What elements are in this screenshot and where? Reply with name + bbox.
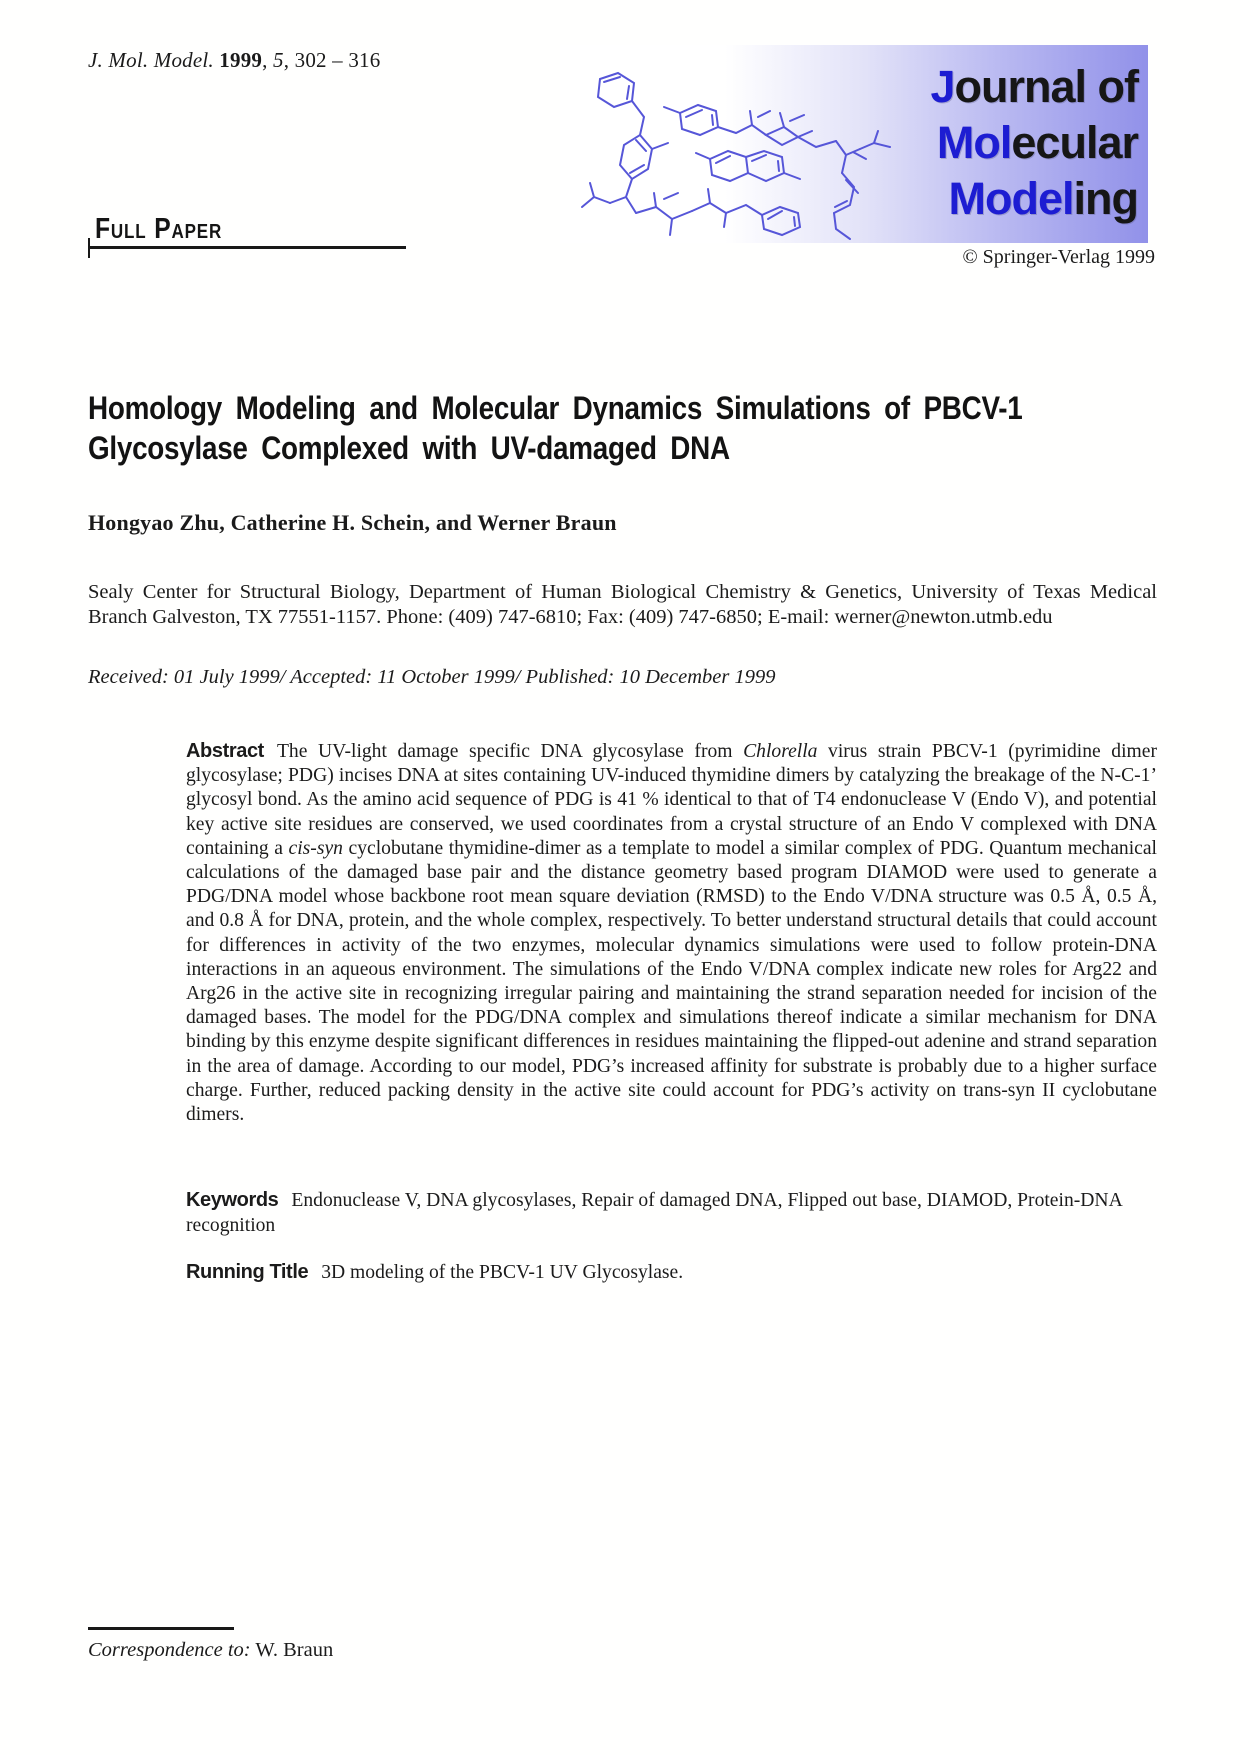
article-type-label: Full Paper — [95, 213, 223, 245]
paper-title-line1: Homology Modeling and Molecular Dynamics Simulations of PBCV-1 — [88, 390, 1023, 426]
logo-line-modeling: Modeling — [948, 173, 1138, 224]
keywords-label: Keywords — [186, 1189, 279, 1211]
journal-citation: J. Mol. Model. 1999, 5, 302 – 316 — [88, 48, 381, 72]
banner-rule — [88, 246, 406, 249]
running-title-label: Running Title — [186, 1261, 309, 1283]
paper-title-line2: Glycosylase Complexed with UV-damaged DNA — [88, 430, 730, 466]
logo-line-journal-of: Journal of — [930, 61, 1138, 112]
publisher-copyright: © Springer-Verlag 1999 — [962, 246, 1155, 268]
journal-logo-title — [930, 59, 1138, 227]
running-title-text: 3D modeling of the PBCV-1 UV Glycosylase. — [321, 1262, 684, 1283]
footnote-rule — [88, 1627, 234, 1630]
authors-line: Hongyao Zhu, Catherine H. Schein, and Werner Braun — [88, 510, 617, 535]
correspondence-line — [88, 1639, 333, 1662]
dates-line: Received: 01 July 1999/ Accepted: 11 October 1999/ Published: 10 December 1999 — [88, 666, 776, 688]
correspondence-name: W. Braun — [250, 1639, 334, 1661]
keywords-paragraph — [186, 1188, 1157, 1238]
journal-logo — [560, 45, 1148, 243]
affiliation-paragraph: Sealy Center for Structural Biology, Department of Human Biological Chemistry & Genetics, University of Texas Medical Branch Galveston, TX 77551-1157. Phone: (409) 747-6810; Fax: (409) 747-6850; E-mail: werner@newton.utmb.edu — [88, 581, 1157, 628]
running-title-paragraph — [186, 1260, 1157, 1285]
logo-line-molecular: Molecular — [936, 117, 1138, 168]
correspondence-label: Correspondence to: — [88, 1639, 251, 1661]
keywords-text: Endonuclease V, DNA glycosylases, Repair of damaged DNA, Flipped out base, DIAMOD, Protein-DNA recognition — [186, 1190, 1122, 1236]
molecule-structure-illustration — [560, 51, 900, 241]
abstract-text: The UV-light damage specific DNA glycosylase from Chlorella virus strain PBCV-1 (pyrimidine dimer glycosylase; PDG) incises DNA at sites containing UV-induced thymidine dimers by catalyzing the breakage of the N-C-1’ glycosyl bond. As the amino acid sequence of PDG is 41 % identical to that of T4 endonuclease V (Endo V), and potential key active site residues are conserved, we used coordinates from a crystal structure of an Endo V complexed with DNA containing a cis-syn cyclobutane thymidine-dimer as a template to model a similar complex of PDG. Quantum mechanical calculations of the damaged base pair and the distance geometry based program DIAMOD were used to generate a PDG/DNA model whose backbone root mean square deviation (RMSD) to the Endo V/DNA structure was 0.5 Å, 0.5 Å, and 0.8 Å for DNA, protein, and the whole complex, respectively. To better understand structural details that could account for differences in activity of the two enzymes, molecular dynamics simulations were used to follow protein-DNA interactions in an aqueous environment. The simulations of the Endo V/DNA complex indicate new roles for Arg22 and Arg26 in the active site in recognizing irregular pairing and maintaining the strand separation needed for incision of the damaged bases. The model for the PDG/DNA complex and simulations thereof indicate a similar mechanism for DNA binding by this enzyme despite significant differences in residues maintaining the flipped-out adenine and strand separation in the area of damage. According to our model, PDG’s increased affinity for substrate is probably due to a higher surface charge. Further, reduced packing density in the active site could account for PDG’s activity on trans-syn II cyclobutane dimers. — [186, 741, 1157, 1126]
abstract-label: Abstract — [186, 740, 264, 762]
abstract-paragraph — [186, 739, 1157, 1127]
